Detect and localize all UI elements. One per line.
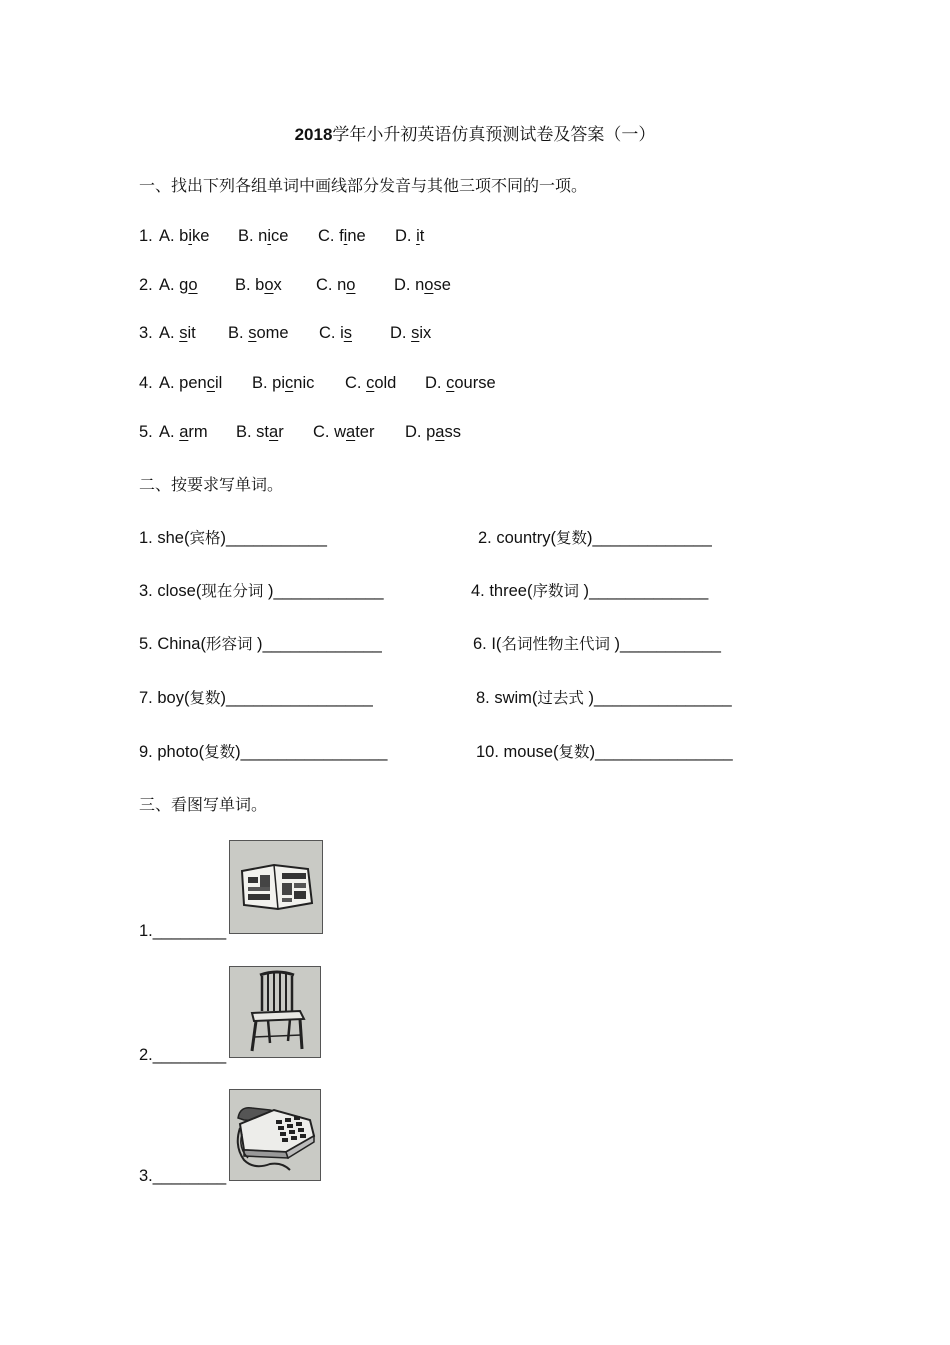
- underlined-letters: a: [346, 423, 356, 441]
- option-d: [425, 374, 496, 393]
- option-text: A. g: [159, 276, 189, 294]
- option-text: x: [273, 276, 282, 294]
- prompt-text: ): [252, 635, 263, 653]
- underlined-letters: s: [179, 324, 188, 342]
- underlined-letters: s: [248, 324, 257, 342]
- picture-answer-3: 3.________: [139, 1167, 227, 1185]
- prompt-text: 1. she(: [139, 529, 190, 547]
- option-text: ter: [355, 423, 375, 441]
- underlined-letters: o: [264, 276, 274, 294]
- option-text: A.: [159, 423, 180, 441]
- answer-blank: ___________: [620, 635, 721, 653]
- fill-item: [139, 579, 384, 601]
- question-number: 1.: [139, 227, 153, 245]
- option-text: ome: [256, 324, 289, 342]
- option-text: D. p: [405, 423, 436, 441]
- telephone-image: [229, 1089, 321, 1181]
- fill-item: [476, 686, 732, 708]
- option-c: [316, 276, 355, 295]
- prompt-text: 10. mouse(: [476, 743, 559, 761]
- option-text: nic: [293, 374, 315, 392]
- prompt-text: 形容词: [205, 635, 253, 653]
- option-text: C. n: [316, 276, 347, 294]
- option-d: [394, 276, 451, 295]
- option-a: [159, 423, 208, 442]
- prompt-text: 5. China(: [139, 635, 206, 653]
- option-text: ourse: [454, 374, 496, 392]
- underlined-letters: o: [346, 276, 356, 294]
- option-text: B.: [228, 324, 249, 342]
- prompt-text: 8. swim(: [476, 689, 538, 707]
- underlined-letters: i: [343, 227, 348, 245]
- chair-image: [229, 966, 321, 1058]
- page-title: 2018学年小升初英语仿真预测试卷及答案（一）: [294, 125, 656, 145]
- prompt-text: 复数: [558, 743, 590, 761]
- option-text: C. w: [313, 423, 346, 441]
- prompt-text: 6. I(: [473, 635, 502, 653]
- prompt-text: 3. close(: [139, 582, 202, 600]
- prompt-text: ): [263, 582, 274, 600]
- option-d: [395, 227, 424, 246]
- option-text: D.: [395, 227, 417, 245]
- option-text: A. b: [159, 227, 189, 245]
- option-text: ss: [444, 423, 461, 441]
- option-text: B. n: [238, 227, 268, 245]
- underlined-letters: c: [206, 374, 215, 392]
- option-text: D.: [425, 374, 447, 392]
- underlined-letters: s: [411, 324, 420, 342]
- option-text: r: [278, 423, 284, 441]
- picture-answer-1: 1.________: [139, 922, 227, 940]
- prompt-text: 9. photo(: [139, 743, 205, 761]
- question-number: 2.: [139, 276, 153, 294]
- underlined-letters: a: [435, 423, 445, 441]
- underlined-letters: o: [188, 276, 198, 294]
- option-b: [235, 276, 282, 295]
- option-text: D. n: [394, 276, 425, 294]
- fill-item: [139, 686, 373, 708]
- answer-blank: ________________: [240, 743, 388, 761]
- prompt-text: 复数: [555, 529, 587, 547]
- underlined-letters: i: [188, 227, 193, 245]
- option-text: ce: [271, 227, 289, 245]
- option-c: [319, 324, 352, 343]
- option-text: C. i: [319, 324, 344, 342]
- fill-item: [473, 632, 721, 654]
- question-number: 5.: [139, 423, 153, 441]
- option-a: [159, 374, 222, 393]
- option-text: it: [187, 324, 196, 342]
- answer-blank: _____________: [262, 635, 382, 653]
- option-text: se: [433, 276, 451, 294]
- answer-blank: _____________: [592, 529, 712, 547]
- prompt-text: 4. three(: [471, 582, 533, 600]
- question-row: [0, 276, 950, 300]
- option-text: t: [419, 227, 425, 245]
- answer-blank: ________________: [225, 689, 373, 707]
- prompt-text: 序数词: [532, 582, 579, 600]
- prompt-text: 复数: [189, 689, 221, 707]
- prompt-text: ): [578, 582, 590, 600]
- fill-item: [139, 526, 327, 548]
- option-text: ne: [347, 227, 366, 245]
- fill-item: [478, 526, 712, 548]
- option-d: [405, 423, 461, 442]
- option-c: [318, 227, 366, 246]
- option-c: [345, 374, 396, 393]
- prompt-text: 复数: [204, 743, 236, 761]
- underlined-letters: a: [269, 423, 279, 441]
- prompt-text: ): [589, 743, 596, 761]
- option-text: rm: [188, 423, 208, 441]
- underlined-letters: c: [285, 374, 294, 392]
- question-number: 4.: [139, 374, 153, 392]
- question-number: 3.: [139, 324, 153, 342]
- fill-item: [139, 632, 382, 654]
- option-text: D.: [390, 324, 412, 342]
- prompt-text: ): [220, 689, 226, 707]
- option-a: [159, 276, 198, 295]
- option-a: [159, 324, 196, 343]
- prompt-text: 过去式: [537, 689, 584, 707]
- prompt-text: ): [609, 635, 621, 653]
- fill-item: [139, 740, 387, 762]
- option-text: C. f: [318, 227, 344, 245]
- section3-heading: 三、看图写单词。: [139, 795, 268, 814]
- prompt-text: 名词性物主代词: [501, 635, 610, 653]
- option-text: B. st: [236, 423, 270, 441]
- fill-item: [471, 579, 708, 601]
- option-c: [313, 423, 374, 442]
- answer-blank: ____________: [273, 582, 384, 600]
- option-d: [390, 324, 431, 343]
- underlined-letters: i: [416, 227, 420, 245]
- option-text: old: [374, 374, 397, 392]
- answer-blank: _____________: [589, 582, 709, 600]
- prompt-text: ): [235, 743, 241, 761]
- option-text: ke: [192, 227, 210, 245]
- option-text: il: [214, 374, 223, 392]
- prompt-text: ): [586, 529, 593, 547]
- underlined-letters: a: [179, 423, 189, 441]
- question-row: [0, 374, 950, 398]
- option-b: [238, 227, 288, 246]
- section2-heading: 二、按要求写单词。: [139, 475, 284, 494]
- prompt-text: 2. country(: [478, 529, 556, 547]
- option-text: B. b: [235, 276, 265, 294]
- section1-heading: 一、找出下列各组单词中画线部分发音与其他三项不同的一项。: [139, 176, 588, 195]
- option-text: A.: [159, 324, 180, 342]
- answer-blank: _______________: [594, 689, 732, 707]
- option-b: [228, 324, 289, 343]
- option-text: B. pi: [252, 374, 286, 392]
- answer-blank: ___________: [225, 529, 327, 547]
- prompt-text: 现在分词: [201, 582, 264, 600]
- option-b: [236, 423, 284, 442]
- prompt-text: ): [220, 529, 226, 547]
- underlined-letters: s: [343, 324, 352, 342]
- answer-blank: _______________: [595, 743, 733, 761]
- question-row: [0, 227, 950, 251]
- option-text: A. pen: [159, 374, 207, 392]
- option-text: ix: [419, 324, 432, 342]
- newspaper-image: [229, 840, 323, 934]
- underlined-letters: o: [424, 276, 434, 294]
- option-a: [159, 227, 209, 246]
- prompt-text: 宾格: [189, 529, 221, 547]
- option-b: [252, 374, 314, 393]
- question-row: [0, 423, 950, 447]
- underlined-letters: c: [366, 374, 375, 392]
- prompt-text: ): [583, 689, 595, 707]
- picture-answer-2: 2.________: [139, 1046, 227, 1064]
- fill-item: [476, 740, 733, 762]
- prompt-text: 7. boy(: [139, 689, 190, 707]
- option-text: C.: [345, 374, 367, 392]
- question-row: [0, 324, 950, 348]
- underlined-letters: c: [446, 374, 455, 392]
- underlined-letters: i: [267, 227, 272, 245]
